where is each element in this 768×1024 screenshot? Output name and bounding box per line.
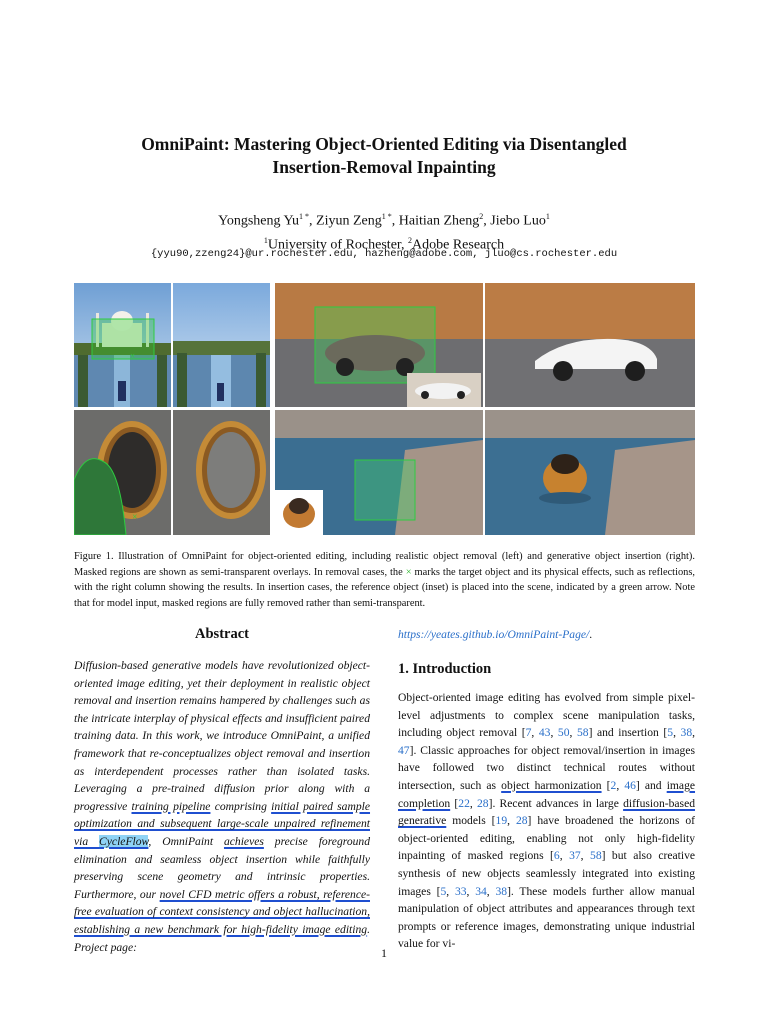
green-x-mark: × xyxy=(405,566,412,578)
author-names: Yongsheng $Yu^{1 *}$, Ziyun Zeng$^{1 *}$, Haitian Zheng$^2$, Jiebo Luo$^1$ xyxy=(218,212,550,229)
mirror-result-image xyxy=(173,410,270,535)
svg-text:×: × xyxy=(132,512,138,523)
car-masked-image xyxy=(275,283,483,407)
taj-mahal-result-image xyxy=(173,283,270,407)
paper-title: OmniPaint: Mastering Object-Oriented Editing via Disentangled Insertion-Removal Inpainting xyxy=(141,134,627,177)
harbor-result-image xyxy=(485,410,695,535)
figure-caption: Figure 1. Illustration of OmniPaint for object-oriented editing, including realistic object removal (left) and generative object insertion (right). Masked regions are shown as semi-transparent overlays. In removal cases, the × marks the target object and its physical effects, such as reflections, with the right column showing the results. In insertion cases, the reference object (inset) is placed into the scene, indicated by a green arrow. Note that for model input, masked regions are fully removed rather than semi-transparent. xyxy=(74,551,695,609)
car-result-image xyxy=(485,283,695,407)
page-number: 1 xyxy=(381,946,387,960)
abstract-text: Diffusion-based generative models have revolutionized object-oriented image editing, yet their deployment in realistic object removal and insertion remains hampered by challenges such as the intricate interplay of physical effects and insufficient paired training data. In this work, we introduce OmniPaint, a unified framework that re-conceptualizes object removal and insertion as interdependent processes rather than isolated tasks. Leveraging a pre-trained diffusion prior along with a progressive training pipeline comprising initial paired sample optimization and subsequent large-scale unpaired refinement via CycleFlow, OmniPaint achieves precise foreground elimination and seamless object insertion while faithfully preserving scene geometry and intrinsic properties. Furthermore, our novel CFD metric offers a robust, reference-free evaluation of context consistency and object hallucination, establishing a new benchmark for high-fidelity image editing. Project page: xyxy=(74,659,371,954)
figure-1 xyxy=(74,283,695,535)
project-page-url[interactable]: https://yeates.github.io/OmniPaint-Page/. xyxy=(398,628,593,641)
taj-mahal-masked-image xyxy=(74,283,171,407)
harbor-masked-image xyxy=(275,410,483,535)
svg-text:×: × xyxy=(130,351,136,361)
author-emails: {yyu90,zzeng24}@ur.rochester.edu, hazheng@adobe.com, jluo@cs.rochester.edu xyxy=(150,248,618,260)
affiliations: $^1$University of Rochester, $^2$Adobe Research xyxy=(263,235,505,253)
introduction-text: Object-oriented image editing has evolved from simple pixel-level adjustments to complex scene manipulation tasks, including object removal [7, 43, 50, 58] and insertion [5, 38, 47]. Classic approaches for object removal/insertion in images have followed two distinct technical routes without intersection, such as object harmonization [2, 46] and image completion [22, 28]. Recent advances in large diffusion-based generative models [19, 28] have broadened the horizons of object-oriented editing, enabling not only high-fidelity inpainting of masked regions [6, 37, 58] but also creative synthesis of new objects seamlessly integrated into existing images [5, 33, 34, 38]. These models further allow manual manipulation of object attributes and appearances through text prompts or reference images, demonstrating unique industrial value for vi- xyxy=(398,691,696,951)
mirror-masked-image xyxy=(74,410,171,535)
abstract-heading: Abstract xyxy=(195,626,249,642)
introduction-heading: 1. Introduction xyxy=(398,661,492,677)
